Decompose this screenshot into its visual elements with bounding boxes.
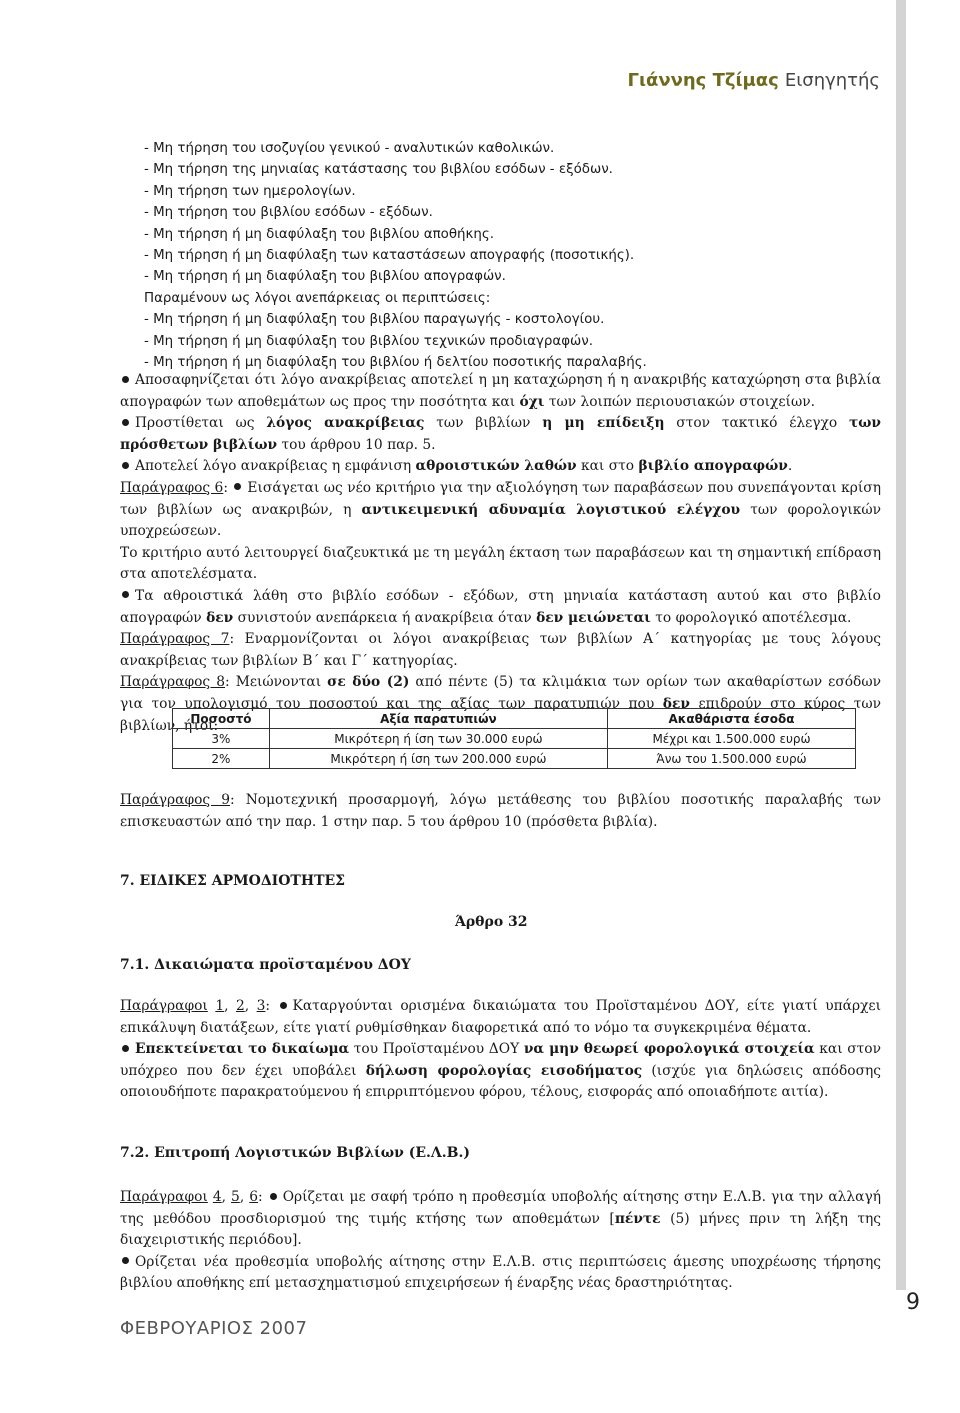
section-7-1-title: 7.1. Δικαιώματα προϊσταμένου ΔΟΥ xyxy=(120,957,411,973)
bullet-icon xyxy=(122,1045,129,1052)
paragraph-added-reason: Προστίθεται ως λόγος ανακρίβειας των βιβλίων η μη επίδειξη στον τακτικό έλεγχο των πρόσθετων βιβλίων του άρθρου 10 παρ. 5. xyxy=(120,415,881,453)
table-cell: 3% xyxy=(173,729,270,749)
author-role: Εισηγητής xyxy=(784,70,880,91)
table-header-row xyxy=(173,709,856,729)
table-header-cell: Αξία παρατυπιών xyxy=(269,709,607,729)
paragraph-deadline: Ορίζεται νέα προθεσμία υποβολής αίτησης στην Ε.Λ.Β. στις περιπτώσεις άμεσης υποχρέωσης τήρησης βιβλίου αποθήκης επί μετασχηματισμού επιχειρήσεων ή έναρξης νέας δραστηριότητας. xyxy=(120,1253,881,1292)
page-number: 9 xyxy=(906,1290,920,1315)
list-line: - Μη τήρηση του ισοζυγίου γενικού - αναλυτικών καθολικών. xyxy=(144,141,555,156)
list-line: - Μη τήρηση του βιβλίου εσόδων - εξόδων. xyxy=(144,205,433,221)
paragraph-errors: Αποτελεί λόγο ανακρίβειας η εμφάνιση αθροιστικών λαθών και στο βιβλίο απογραφών. xyxy=(120,456,881,478)
paragraphs-7-2 xyxy=(120,1187,881,1295)
article-title: Άρθρο 32 xyxy=(455,914,528,930)
paragraph-criterion: Το κριτήριο αυτό λειτουργεί διαζευκτικά με τη μεγάλη έκταση των παραβάσεων και τη σημαντική επίδραση στα αποτελέσματα. xyxy=(120,544,881,583)
paragraph-6: Παράγραφος 6: Εισάγεται ως νέο κριτήριο για την αξιολόγηση των παραβάσεων που συνεπάγονται κρίση των βιβλίων ως ανακριβών, η αντικειμενική αδυναμία λογιστικού ελέγχου των φορολογικών υποχρεώσεων. xyxy=(120,479,881,540)
bullet-icon xyxy=(122,376,129,383)
list-block xyxy=(132,138,647,373)
section-7-2-title: 7.2. Επιτροπή Λογιστικών Βιβλίων (Ε.Λ.Β.) xyxy=(120,1145,470,1161)
bullet-icon xyxy=(122,419,129,426)
footer-date: ΦΕΒΡΟΥΑΡΙΟΣ 2007 xyxy=(120,1318,308,1339)
paragraph-sum-errors: Τα αθροιστικά λάθη στο βιβλίο εσόδων - εξόδων, στη μηνιαία κατάσταση αυτού και στο βιβλίο απογραφών δεν συνιστούν ανεπάρκεια ή ανακρίβεια όταν δεν μειώνεται το φορολογικό αποτέλεσμα. xyxy=(120,587,881,626)
bullet-icon xyxy=(122,462,129,469)
bullet-icon xyxy=(280,1002,287,1009)
table-cell: Μικρότερη ή ίση των 200.000 ευρώ xyxy=(269,749,607,769)
list-heading: Παραμένουν ως λόγοι ανεπάρκειας οι περιπτώσεις: xyxy=(144,290,491,306)
page-header xyxy=(628,70,881,91)
table-header-cell: Ποσοστό xyxy=(173,709,270,729)
list-line: - Μη τήρηση ή μη διαφύλαξη του βιβλίου τεχνικών προδιαγραφών. xyxy=(144,333,594,349)
table-row xyxy=(173,749,856,769)
paragraphs-main xyxy=(120,370,881,737)
list-line: - Μη τήρηση ή μη διαφύλαξη των καταστάσεων απογραφής (ποσοτικής). xyxy=(144,247,635,263)
paragraph-7: Παράγραφος 7: Εναρμονίζονται οι λόγοι ανακρίβειας των βιβλίων Α΄ κατηγορίας με τους λόγους ανακρίβειας των βιβλίων Β΄ και Γ΄ κατηγορίας. xyxy=(120,631,881,669)
table-row xyxy=(173,729,856,749)
list-line: - Μη τήρηση ή μη διαφύλαξη του βιβλίου ή δελτίου ποσοτικής παραλαβής. xyxy=(144,354,647,370)
paragraph-9: Παράγραφος 9: Νομοτεχνική προσαρμογή, λόγω μετάθεσης του βιβλίου ποσοτικής παραλαβής των επισκευαστών από την παρ. 1 στην παρ. 5 του άρθρου 10 (πρόσθετα βιβλία). xyxy=(120,792,881,830)
list-line: - Μη τήρηση των ημερολογίων. xyxy=(144,183,356,199)
limits-table xyxy=(172,708,856,769)
author-name: Γιάννης Τζίμας xyxy=(627,70,779,91)
paragraph-8: Παράγραφος 8: Μειώνονται σε δύο (2) από πέντε (5) τα κλιμάκια των ορίων των ακαθαρίστων εσόδων για τον υπολογισμό του ποσοστού και της αξίας των παρατυπιών που δεν επιδρούν στο κύρος των βιβλίων, ήτοι: xyxy=(120,674,881,734)
paragraph-1-3: Παράγραφοι 1, 2, 3: Καταργούνται ορισμένα δικαιώματα του Προϊσταμένου ΔΟΥ, είτε γιατί υπάρχει επικάλυψη διατάξεων, είτε γιατί ρυθμίσθηκαν διαφορετικά από το νόμο τα συγκεκριμένα θέματα. xyxy=(120,998,881,1036)
bullet-icon xyxy=(122,1257,129,1264)
paragraph-extension: Επεκτείνεται το δικαίωμα του Προϊσταμένου ΔΟΥ να μην θεωρεί φορολογικά στοιχεία και στον υπόχρεο που δεν έχει υποβάλει δήλωση φορολογίας εισοδήματος (ισχύε για δηλώσεις απόδοσης οποιουδήποτε παρακρατούμενου ή επιρριπτόμενου φόρου, τέλους, εισφοράς από οποιαδήποτε αιτία). xyxy=(120,1041,882,1101)
paragraph-4-6: Παράγραφοι 4, 5, 6: Ορίζεται με σαφή τρόπο η προθεσμία υποβολής αίτησης στην Ε.Λ.Β. για την αλλαγή της μεθόδου προσδιορισμού της τιμής κτήσης των αποθεμάτων [πέντε (5) μήνες πριν τη λήξη της διαχειριστικής περιόδου]. xyxy=(120,1189,881,1249)
table-cell: Μικρότερη ή ίση των 30.000 ευρώ xyxy=(269,729,607,749)
bullet-icon xyxy=(270,1193,277,1200)
table-cell: 2% xyxy=(173,749,270,769)
table-header-cell: Ακαθάριστα έσοδα xyxy=(608,709,856,729)
table-cell: Άνω του 1.500.000 ευρώ xyxy=(608,749,856,769)
list-line: - Μη τήρηση ή μη διαφύλαξη του βιβλίου παραγωγής - κοστολογίου. xyxy=(144,312,605,328)
table-cell: Μέχρι και 1.500.000 ευρώ xyxy=(608,729,856,749)
paragraph-clarification: Αποσαφηνίζεται ότι λόγο ανακρίβειας αποτελεί η μη καταχώρηση ή η ανακριβής καταχώρηση στα βιβλία απογραφών των αποθεμάτων ως προς την ποσότητα και όχι των λοιπών περιουσιακών στοιχείων. xyxy=(120,372,881,410)
list-line: - Μη τήρηση της μηνιαίας κατάστασης του βιβλίου εσόδων - εξόδων. xyxy=(144,162,613,178)
list-line: - Μη τήρηση ή μη διαφύλαξη του βιβλίου αποθήκης. xyxy=(144,226,495,242)
section-7-title: 7. ΕΙΔΙΚΕΣ ΑΡΜΟΔΙΟΤΗΤΕΣ xyxy=(120,873,346,889)
bullet-icon xyxy=(122,591,129,598)
list-line: - Μη τήρηση ή μη διαφύλαξη του βιβλίου απογραφών. xyxy=(144,269,506,285)
side-bar xyxy=(896,0,906,1290)
paragraphs-7-1 xyxy=(120,996,881,1104)
bullet-icon xyxy=(234,483,241,490)
